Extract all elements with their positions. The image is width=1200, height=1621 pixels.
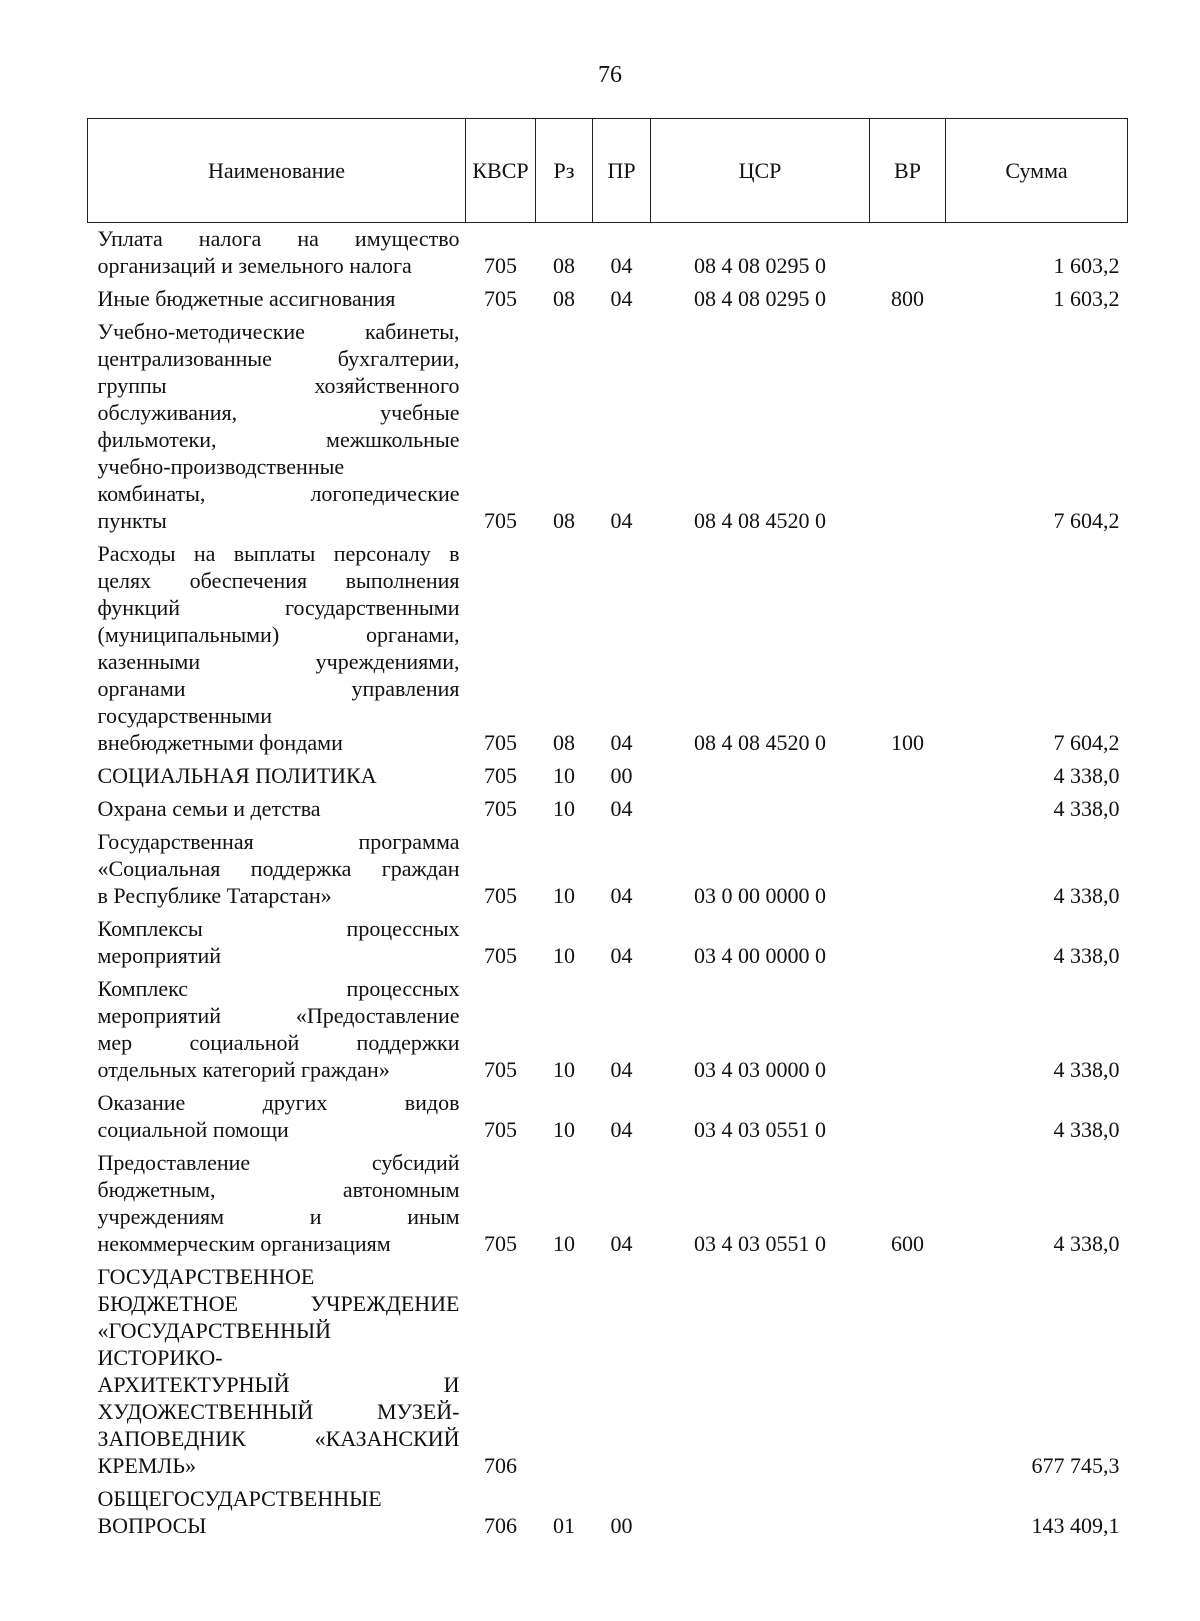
- row-name-line: Уплата налога на имущество: [97, 226, 460, 251]
- row-name-line: учреждениям и иным: [97, 1204, 460, 1229]
- row-kvsr: 705: [484, 253, 517, 278]
- row-sum: 4 338,0: [1053, 883, 1120, 908]
- row-name-line: мероприятий «Предоставление: [97, 1003, 460, 1028]
- row-kvsr: 705: [484, 286, 517, 311]
- row-name-line: Оказание других видов: [97, 1090, 460, 1115]
- row-csr: 08 4 08 0295 0: [694, 286, 826, 311]
- row-name-line: ИСТОРИКО-: [97, 1345, 223, 1370]
- row-rz: 08: [553, 730, 575, 755]
- row-name-line: ГОСУДАРСТВЕННОЕ: [97, 1264, 315, 1289]
- row-name-line: внебюджетными фондами: [97, 730, 343, 755]
- row-csr: 08 4 08 4520 0: [694, 508, 826, 533]
- row-rz: 10: [553, 943, 575, 968]
- table-row: [88, 223, 1128, 284]
- row-vr: 600: [891, 1231, 924, 1256]
- row-name-line: ОБЩЕГОСУДАРСТВЕННЫЕ: [97, 1486, 382, 1511]
- row-name-line: казенными учреждениями,: [97, 649, 460, 674]
- row-vr: [870, 973, 946, 1087]
- row-rz: 10: [553, 1057, 575, 1082]
- row-name-line: КРЕМЛЬ»: [97, 1453, 196, 1478]
- row-sum: 4 338,0: [1053, 1231, 1120, 1256]
- row-csr: [651, 1483, 870, 1543]
- row-name-line: органами управления: [97, 676, 460, 701]
- row-kvsr: 705: [484, 1231, 517, 1256]
- row-name-line: «Социальная поддержка граждан: [97, 856, 460, 881]
- row-name: [88, 913, 466, 973]
- row-sum: 4 338,0: [1053, 796, 1120, 821]
- row-name-line: ХУДОЖЕСТВЕННЫЙ МУЗЕЙ-: [97, 1399, 460, 1424]
- row-rz: 10: [553, 1231, 575, 1256]
- row-csr: 03 4 03 0000 0: [694, 1057, 826, 1082]
- row-kvsr: 705: [484, 508, 517, 533]
- budget-table: [87, 118, 1128, 1543]
- row-name-line: государственными: [97, 703, 272, 728]
- row-pr: 04: [610, 1057, 633, 1082]
- row-kvsr: 705: [484, 763, 517, 788]
- row-name-line: целях обеспечения выполнения: [97, 568, 460, 593]
- row-pr: 04: [610, 1117, 633, 1142]
- row-name-line: пункты: [97, 508, 167, 533]
- row-sum: 143 409,1: [1031, 1513, 1120, 1538]
- row-name: [88, 316, 466, 538]
- table-row: [88, 1483, 1128, 1543]
- row-name: [88, 1087, 466, 1147]
- row-vr: 100: [891, 730, 924, 755]
- row-rz: 10: [553, 796, 575, 821]
- row-name-line: функций государственными: [97, 595, 460, 620]
- row-sum: 4 338,0: [1053, 763, 1120, 788]
- row-name: [88, 1483, 466, 1543]
- row-kvsr: 705: [484, 1117, 517, 1142]
- header-vr: ВР: [870, 119, 946, 223]
- row-vr: [870, 793, 946, 826]
- table-row: [88, 1261, 1128, 1483]
- row-name-line: ЗАПОВЕДНИК «КАЗАНСКИЙ: [97, 1426, 460, 1451]
- row-name-line: комбинаты, логопедические: [97, 481, 460, 506]
- table-row: [88, 973, 1128, 1087]
- row-sum: 4 338,0: [1053, 1057, 1120, 1082]
- table-row: [88, 913, 1128, 973]
- row-kvsr: 706: [484, 1453, 517, 1478]
- header-kvsr: КВСР: [466, 119, 536, 223]
- page-number: 76: [598, 62, 622, 88]
- table-body: [88, 223, 1128, 1544]
- row-name-line: «ГОСУДАРСТВЕННЫЙ: [97, 1318, 332, 1343]
- row-kvsr: 706: [484, 1513, 517, 1538]
- table-row: [88, 316, 1128, 538]
- row-rz: 08: [553, 508, 575, 533]
- row-vr: [870, 1087, 946, 1147]
- row-name: [88, 1147, 466, 1261]
- row-name-line: группы хозяйственного: [97, 373, 460, 398]
- row-pr: 04: [610, 943, 633, 968]
- row-name-line: АРХИТЕКТУРНЫЙ И: [97, 1372, 460, 1397]
- row-rz: 10: [553, 883, 575, 908]
- table-row: [88, 760, 1128, 793]
- row-name-line: некоммерческим организациям: [97, 1231, 391, 1256]
- row-csr: 08 4 08 0295 0: [694, 253, 826, 278]
- row-sum: 7 604,2: [1053, 508, 1120, 533]
- row-name: [88, 826, 466, 913]
- row-name-line: социальной помощи: [97, 1117, 289, 1142]
- row-rz: 10: [553, 763, 575, 788]
- row-kvsr: 705: [484, 796, 517, 821]
- row-name-line: Иные бюджетные ассигнования: [97, 286, 396, 311]
- row-csr: [651, 793, 870, 826]
- row-vr: [870, 826, 946, 913]
- row-pr: 04: [610, 730, 633, 755]
- row-name-line: (муниципальными) органами,: [97, 622, 460, 647]
- row-vr: [870, 913, 946, 973]
- row-vr: [870, 316, 946, 538]
- row-sum: 1 603,2: [1053, 286, 1120, 311]
- row-vr: [870, 760, 946, 793]
- row-csr: 08 4 08 4520 0: [694, 730, 826, 755]
- row-name-line: мероприятий: [97, 943, 222, 968]
- row-name-line: ВОПРОСЫ: [97, 1513, 207, 1538]
- row-name-line: мер социальной поддержки: [97, 1030, 460, 1055]
- row-name-line: Комплексы процессных: [97, 916, 460, 941]
- row-name-line: фильмотеки, межшкольные: [97, 427, 460, 452]
- header-csr: ЦСР: [651, 119, 870, 223]
- row-name: [88, 793, 466, 826]
- row-vr: 800: [891, 286, 924, 311]
- row-sum: 1 603,2: [1053, 253, 1120, 278]
- row-rz: 01: [553, 1513, 575, 1538]
- row-csr: 03 4 00 0000 0: [694, 943, 826, 968]
- row-pr: 04: [610, 796, 633, 821]
- row-name-line: централизованные бухгалтерии,: [97, 346, 460, 371]
- row-sum: 7 604,2: [1053, 730, 1120, 755]
- row-name-line: Предоставление субсидий: [97, 1150, 460, 1175]
- row-name: [88, 760, 466, 793]
- row-name-line: Охрана семьи и детства: [97, 796, 321, 821]
- row-pr: 00: [610, 763, 633, 788]
- row-pr: 04: [610, 508, 633, 533]
- row-pr: 04: [610, 1231, 633, 1256]
- table-row: [88, 793, 1128, 826]
- table-header: [88, 119, 1128, 223]
- row-name: [88, 223, 466, 284]
- row-pr: 04: [610, 286, 633, 311]
- row-name-line: в Республике Татарстан»: [97, 883, 332, 908]
- row-name: [88, 1261, 466, 1483]
- row-sum: 4 338,0: [1053, 1117, 1120, 1142]
- table-row: [88, 1087, 1128, 1147]
- header-rz: Рз: [536, 119, 593, 223]
- row-name-line: СОЦИАЛЬНАЯ ПОЛИТИКА: [97, 763, 377, 788]
- row-csr: [651, 1261, 870, 1483]
- table-row: [88, 1147, 1128, 1261]
- row-name-line: отдельных категорий граждан»: [97, 1057, 390, 1082]
- header-pr: ПР: [593, 119, 651, 223]
- row-name: [88, 538, 466, 760]
- row-name-line: Комплекс процессных: [97, 976, 460, 1001]
- row-pr: [593, 1261, 651, 1483]
- row-name: [88, 283, 466, 316]
- row-csr: [651, 760, 870, 793]
- row-rz: 10: [553, 1117, 575, 1142]
- row-kvsr: 705: [484, 883, 517, 908]
- table-row: [88, 826, 1128, 913]
- row-vr: [870, 1261, 946, 1483]
- row-sum: 4 338,0: [1053, 943, 1120, 968]
- row-name-line: БЮДЖЕТНОЕ УЧРЕЖДЕНИЕ: [97, 1291, 460, 1316]
- row-kvsr: 705: [484, 943, 517, 968]
- table-row: [88, 538, 1128, 760]
- row-name-line: организаций и земельного налога: [97, 253, 412, 278]
- row-rz: 08: [553, 253, 575, 278]
- header-sum: Сумма: [946, 119, 1128, 223]
- row-pr: 04: [610, 253, 633, 278]
- row-vr: [870, 1483, 946, 1543]
- row-pr: 00: [610, 1513, 633, 1538]
- row-name-line: учебно-производственные: [97, 454, 345, 479]
- row-name-line: бюджетным, автономным: [97, 1177, 460, 1202]
- row-vr: [870, 223, 946, 284]
- header-name: Наименование: [88, 119, 466, 223]
- row-kvsr: 705: [484, 730, 517, 755]
- row-rz: 08: [553, 286, 575, 311]
- row-name-line: обслуживания, учебные: [97, 400, 460, 425]
- row-kvsr: 705: [484, 1057, 517, 1082]
- row-pr: 04: [610, 883, 633, 908]
- row-name-line: Расходы на выплаты персоналу в: [97, 541, 460, 566]
- row-csr: 03 4 03 0551 0: [694, 1231, 826, 1256]
- row-rz: [536, 1261, 593, 1483]
- table-row: [88, 283, 1128, 316]
- row-csr: 03 0 00 0000 0: [694, 883, 826, 908]
- row-sum: 677 745,3: [1031, 1453, 1120, 1478]
- row-name-line: Государственная программа: [97, 829, 460, 854]
- row-name-line: Учебно-методические кабинеты,: [97, 319, 460, 344]
- row-csr: 03 4 03 0551 0: [694, 1117, 826, 1142]
- row-name: [88, 973, 466, 1087]
